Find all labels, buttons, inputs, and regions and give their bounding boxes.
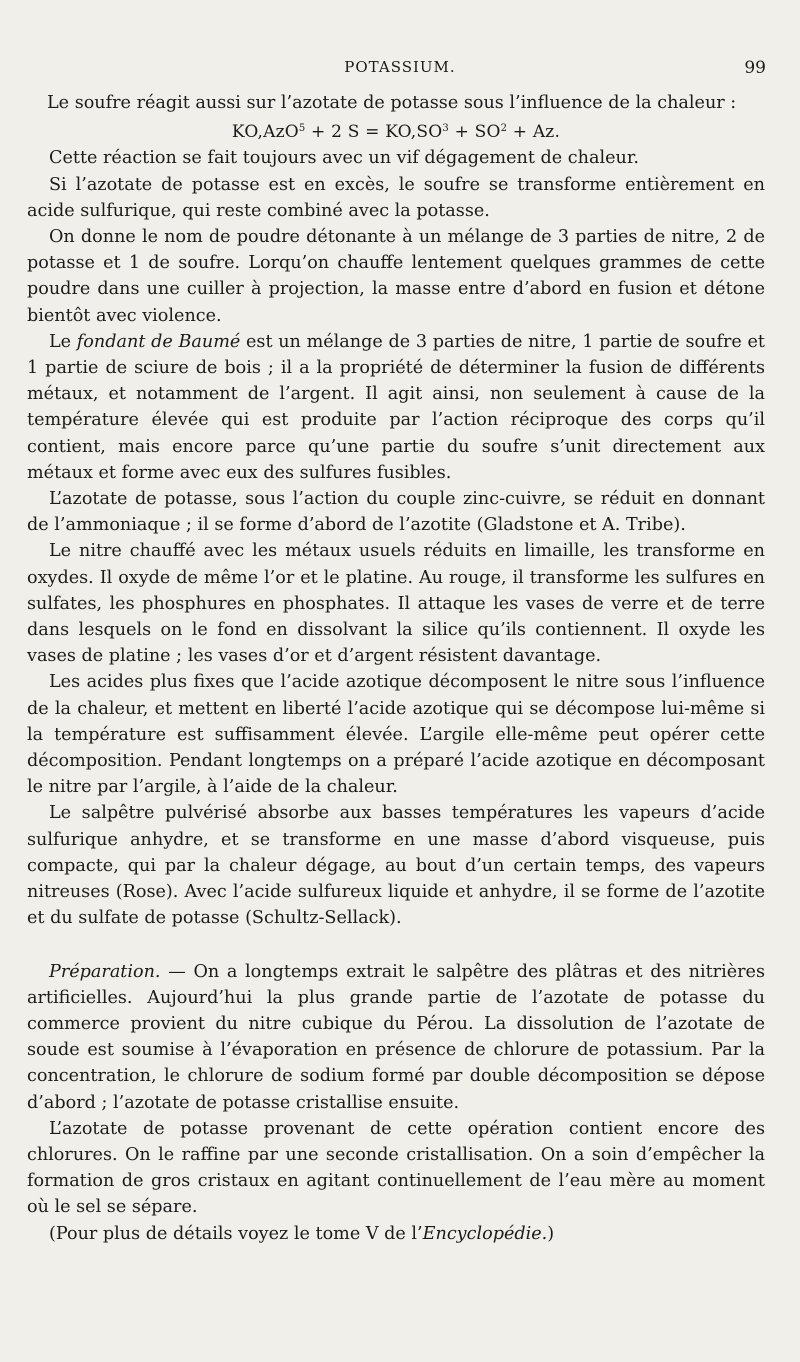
italic-term: fondant de Baumé [76, 331, 241, 352]
italic-title: Encyclopédie. [422, 1223, 548, 1244]
equation-superscript: 2 [500, 123, 508, 135]
paragraph-6: L’azotate de potasse, sous l’action du couple zinc-cuivre, se réduit en donnant de l’ammoniaque ; il se forme d’abord de l’azotite (Gladstone et A. Tribe). [27, 489, 765, 536]
equation-part: + SO [448, 122, 501, 143]
equation-part: KO,AzO [231, 122, 299, 143]
running-head [0, 58, 800, 82]
section-heading: Préparation. [49, 961, 161, 982]
text-run: Le [49, 331, 77, 352]
chemical-equation [27, 116, 765, 145]
paragraph-5 [27, 329, 765, 486]
body-text [27, 90, 765, 1247]
paragraph-11: L’azotate de potasse provenant de cette opération contient encore des chlorures. On le raffine par une seconde cristallisation. On a soin d’empêcher la formation de gros cristaux en agitant continuellement de l’eau mère au moment où le sel se sépare. [27, 1118, 765, 1218]
equation-part: + 2 S = KO,SO [305, 122, 443, 143]
text-run: est un mélange de 3 parties de nitre, 1 partie de soufre et 1 partie de sciure de bois ; il a la propriété de déterminer la fusion de différents métaux, et notamment de l’argent. Il agit ainsi, non seulement à cause de la température élevée qui est produite par l’action réciproque des corps qu’il contient, mais encore parce qu’une partie du soufre s’unit directement aux métaux et forme avec eux des sulfures fusibles. [27, 331, 765, 483]
paragraph-12 [27, 1221, 765, 1247]
paragraph-7: Le nitre chauffé avec les métaux usuels réduits en limaille, les transforme en oxydes. Il oxyde de même l’or et le platine. Au rouge, il transforme les sulfures en sulfates, les phosphures en phosphates. Il attaque les vases de verre et de terre dans lesquels on le fond en dissolvant la silice qu’ils contiennent. Il oxyde les vases de platine ; les vases d’or et d’argent résistent davantage. [27, 541, 765, 667]
paragraph-4: On donne le nom de poudre détonante à un mélange de 3 parties de nitre, 2 de potasse et 1 de soufre. Lorqu’on chauffe lentement quelques grammes de cette poudre dans une cuiller à projection, la masse entre d’abord en fusion et détone bientôt avec violence. [27, 227, 765, 326]
paragraph-2: Cette réaction se fait toujours avec un vif dégagement de chaleur. [49, 148, 639, 169]
equation-superscript: 3 [442, 123, 449, 135]
equation-superscript: 5 [298, 123, 306, 135]
paragraph-3: Si l’azotate de potasse est en excès, le soufre se transforme entièrement en acide sulfurique, qui reste combiné avec la potasse. [27, 174, 765, 221]
paragraph-9: Le salpêtre pulvérisé absorbe aux basses températures les vapeurs d’acide sulfurique anhydre, et se transforme en une masse d’abord visqueuse, puis compacte, qui par la chaleur dégage, au bout d’un certain temps, des vapeurs nitreuses (Rose). Avec l’acide sulfureux liquide et anhydre, il se forme de l’azotite et du sulfate de potasse (Schultz-Sellack). [27, 803, 765, 929]
equation-part: + Az. [507, 122, 561, 143]
paragraph-8: Les acides plus fixes que l’acide azotique décomposent le nitre sous l’influence de la chaleur, et mettent en liberté l’acide azotique qui se décompose lui-même si la température est suffisamment élevée. L’argile elle-même peut opérer cette décomposition. Pendant longtemps on a préparé l’acide azotique en décomposant le nitre par l’argile, à l’aide de la chaleur. [27, 672, 765, 798]
text-run: — On a longtemps extrait le salpêtre des plâtras et des nitrières artificielles. Aujourd’hui la plus grande partie de l’azotate de potasse du commerce provient du nitre cubique du Pérou. La dissolution de l’azotate de soude est soumise à l’évaporation en présence de chlorure de potassium. Par la concentration, le chlorure de sodium formé par double décomposition se dépose d’abord ; l’azotate de potasse cristallise ensuite. [27, 961, 765, 1113]
page-number: 99 [744, 58, 766, 78]
text-run: (Pour plus de détails voyez le tome V de l’ [49, 1223, 423, 1244]
running-title: POTASSIUM. [344, 58, 456, 76]
section-gap [27, 932, 765, 959]
paragraph-1: Le soufre réagit aussi sur l’azotate de potasse sous l’influence de la chaleur : [47, 93, 737, 113]
paragraph-10 [27, 959, 765, 1116]
text-run: ) [547, 1223, 555, 1244]
